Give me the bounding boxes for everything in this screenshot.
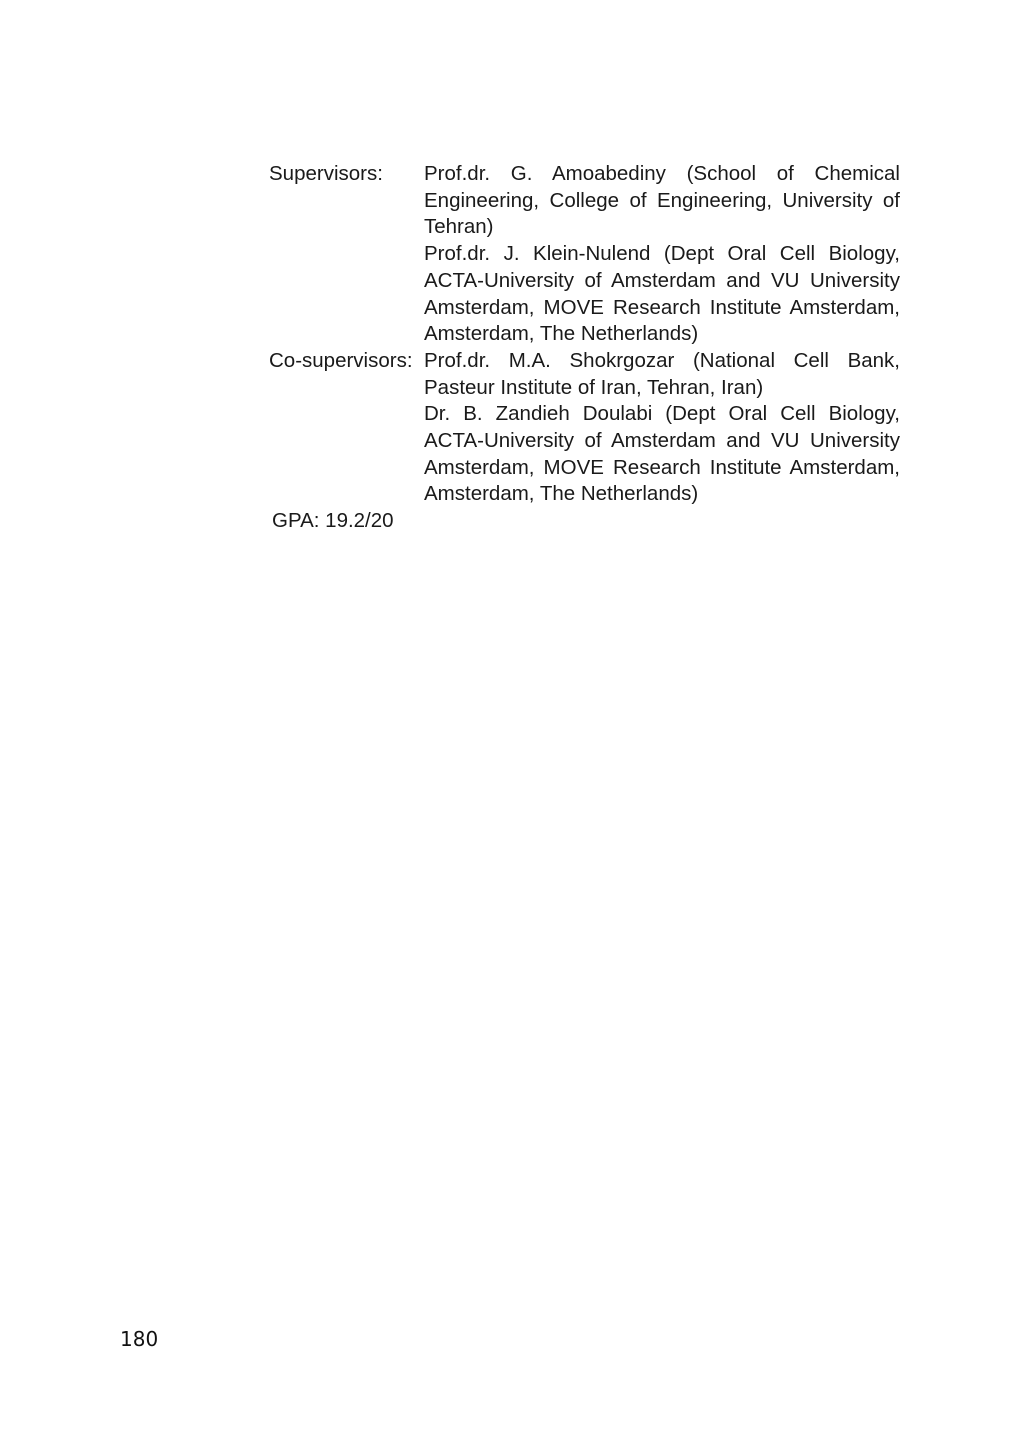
- gpa-text: GPA: 19.2/20: [272, 509, 394, 533]
- co-supervisors-label: Co-supervisors:: [269, 348, 413, 372]
- supervisors-label: Supervisors:: [269, 162, 383, 185]
- supervisors-row: [269, 161, 900, 348]
- supervisor-entry: Prof.dr. G. Amoabediny (School of Chemical Engineering, College of Engineering, University of Tehran): [424, 162, 900, 239]
- co-supervisor-entry: Prof.dr. M.A. Shokrgozar (National Cell Bank, Pasteur Institute of Iran, Tehran, Iran): [424, 348, 900, 399]
- co-supervisors-list: [424, 348, 900, 508]
- page-number: 180: [120, 1327, 159, 1351]
- co-supervisor-entry: Dr. B. Zandieh Doulabi (Dept Oral Cell Biology, ACTA-University of Amsterdam and VU University Amsterdam, MOVE Research Institute Amsterdam, Amsterdam, The Netherlands): [424, 402, 900, 506]
- supervision-details: [269, 161, 900, 535]
- supervisor-entry: Prof.dr. J. Klein-Nulend (Dept Oral Cell Biology, ACTA-University of Amsterdam and VU University Amsterdam, MOVE Research Institute Amsterdam, Amsterdam, The Netherlands): [424, 242, 900, 346]
- supervisors-list: [424, 161, 900, 348]
- co-supervisors-row: [269, 348, 900, 508]
